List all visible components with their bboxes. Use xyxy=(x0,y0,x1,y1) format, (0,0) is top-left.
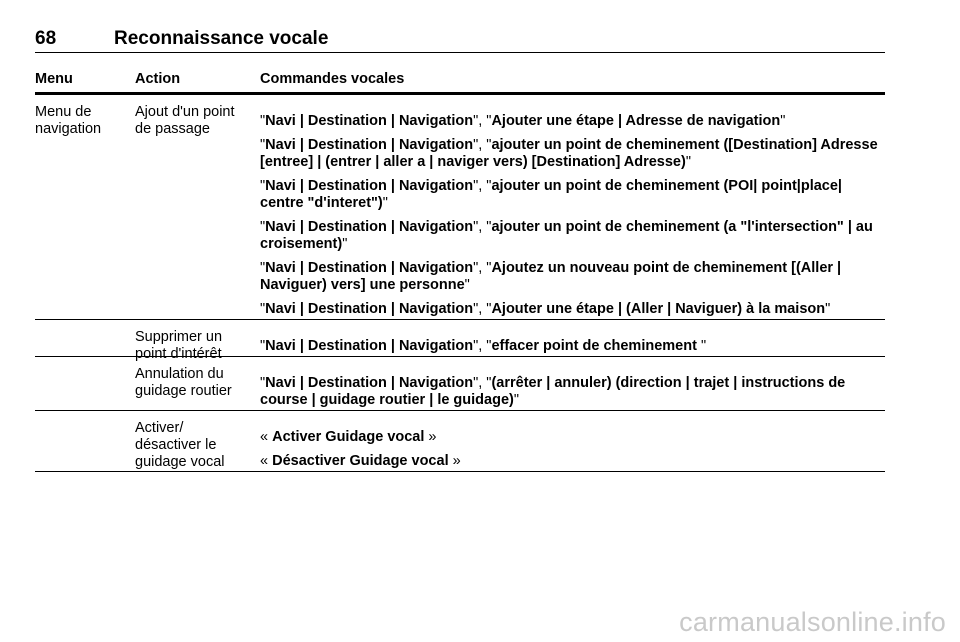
command-keyword: ajouter un point de cheminement (POI| point|place| centre "d'interet") xyxy=(260,178,842,211)
page-number: 68 xyxy=(35,28,57,49)
command-keyword: Navi | Destination | Navigation xyxy=(265,260,474,276)
voice-command xyxy=(260,429,880,446)
voice-command xyxy=(260,178,880,212)
command-keyword: Ajouter une étape | Adresse de navigation xyxy=(491,113,781,129)
command-separator: ", " xyxy=(473,338,492,354)
voice-command xyxy=(260,338,880,355)
command-close-quote: " xyxy=(342,236,348,252)
command-keyword: Ajouter une étape | (Aller | Naviguer) à la maison xyxy=(491,301,826,317)
command-keyword: Navi | Destination | Navigation xyxy=(265,178,474,194)
command-close-quote: " xyxy=(464,277,470,293)
voice-command xyxy=(260,453,880,470)
command-keyword: Navi | Destination | Navigation xyxy=(265,375,474,391)
command-keyword: Navi | Destination | Navigation xyxy=(265,219,474,235)
command-separator: ", " xyxy=(473,113,492,129)
command-separator: ", " xyxy=(473,375,492,391)
command-open-quote: " xyxy=(260,137,266,153)
page-header xyxy=(35,28,885,53)
row-action-cell: Supprimer un point d'intérêt xyxy=(135,329,223,362)
row-action-cell: Activer/ désactiver le guidage vocal xyxy=(135,420,225,470)
command-close-quote: " xyxy=(382,195,388,211)
command-keyword: effacer point de cheminement xyxy=(491,338,701,354)
command-keyword: Activer Guidage vocal xyxy=(272,429,425,445)
command-separator: ", " xyxy=(473,260,492,276)
command-separator: ", " xyxy=(473,301,492,317)
column-header-menu: Menu xyxy=(35,71,73,87)
voice-commands-table xyxy=(35,68,885,472)
row-commands-cell xyxy=(260,104,880,328)
command-close-quote: » xyxy=(448,453,461,469)
command-close-quote: " xyxy=(513,392,520,408)
voice-command xyxy=(260,375,880,409)
table-header xyxy=(35,68,885,95)
command-separator: ", " xyxy=(473,137,492,153)
voice-command xyxy=(260,113,880,130)
command-close-quote: " xyxy=(780,113,786,129)
command-open-quote: " xyxy=(260,178,266,194)
command-open-quote: " xyxy=(260,113,266,129)
command-keyword: Navi | Destination | Navigation xyxy=(265,113,474,129)
column-header-action: Action xyxy=(135,71,181,87)
table-row xyxy=(35,411,885,472)
page-title: Reconnaissance vocale xyxy=(114,28,329,49)
command-open-quote: " xyxy=(260,260,266,276)
command-close-quote: » xyxy=(424,429,437,445)
command-open-quote: " xyxy=(260,375,266,391)
command-open-quote: « xyxy=(260,453,273,469)
table-row xyxy=(35,357,885,411)
command-open-quote: « xyxy=(260,429,273,445)
voice-command xyxy=(260,260,880,294)
command-close-quote: " xyxy=(700,338,707,354)
command-keyword: (arrêter | annuler) (direction | trajet | instructions de course | guidage routier | le guidage) xyxy=(260,375,846,408)
command-close-quote: " xyxy=(825,301,831,317)
table-row xyxy=(35,95,885,320)
row-action-cell: Annulation du guidage routier xyxy=(135,366,232,399)
command-keyword: Ajoutez un nouveau point de cheminement [(Aller | Naviguer) vers] une personne xyxy=(260,260,842,293)
command-keyword: Navi | Destination | Navigation xyxy=(265,137,474,153)
table-body xyxy=(35,95,885,472)
voice-command xyxy=(260,301,880,318)
row-menu-cell: Menu de navigation xyxy=(35,104,102,137)
watermark: carmanualsonline.info xyxy=(679,607,946,637)
command-open-quote: " xyxy=(260,219,266,235)
command-separator: ", " xyxy=(473,178,492,194)
command-keyword: Navi | Destination | Navigation xyxy=(265,338,474,354)
voice-command xyxy=(260,137,880,171)
row-commands-cell xyxy=(260,420,880,480)
table-row xyxy=(35,320,885,362)
voice-command xyxy=(260,219,880,253)
row-action-cell: Ajout d'un point de passage xyxy=(135,104,235,137)
command-keyword: Désactiver Guidage vocal xyxy=(272,453,449,469)
command-keyword: ajouter un point de cheminement (a "l'intersection" | au croisement) xyxy=(260,219,873,252)
command-open-quote: " xyxy=(260,338,266,354)
command-open-quote: " xyxy=(260,301,266,317)
column-header-commands: Commandes vocales xyxy=(260,71,405,87)
command-separator: ", " xyxy=(473,219,492,235)
command-keyword: Navi | Destination | Navigation xyxy=(265,301,474,317)
command-keyword: ajouter un point de cheminement ([Destination] Adresse [entree] | (entrer | aller a | naviger vers) [Destination] Adresse) xyxy=(260,137,878,170)
command-close-quote: " xyxy=(685,154,691,170)
